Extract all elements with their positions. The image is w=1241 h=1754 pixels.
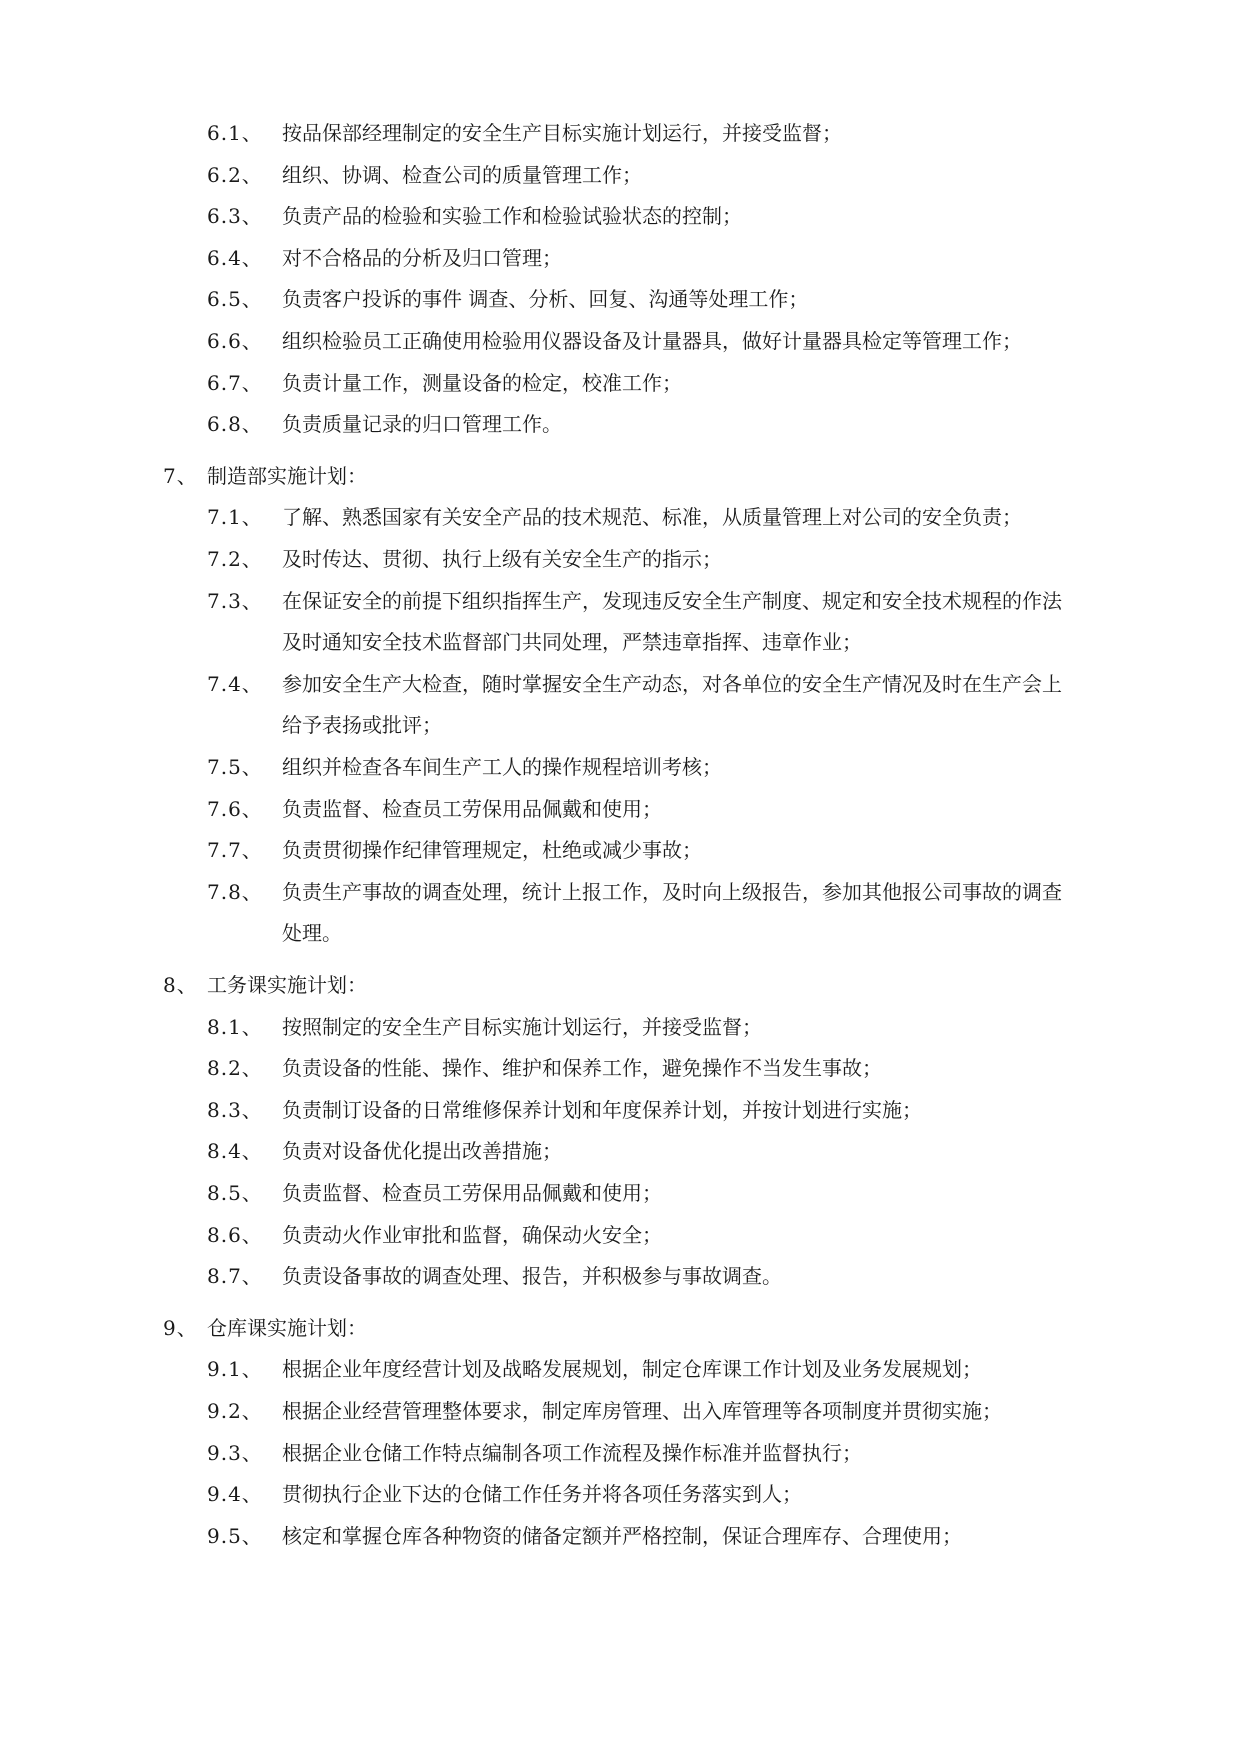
item-text-line: 负责客户投诉的事件 调查、分析、回复、沟通等处理工作；: [282, 287, 809, 312]
section-heading: 工务课实施计划：: [207, 973, 367, 997]
item-text-line: 负责监督、检查员工劳保用品佩戴和使用；: [282, 1181, 662, 1205]
item-text-line: 负责对设备优化提出改善措施；: [282, 1139, 562, 1164]
item-text-line: 组织检验员工正确使用检验用仪器设备及计量器具，做好计量器具检定等管理工作；: [282, 329, 1022, 353]
item-number: 8.4、: [207, 1139, 263, 1164]
item-number: 6.7、: [207, 370, 263, 395]
item-number: 8.2、: [207, 1056, 263, 1081]
item-text-line: 负责设备的性能、操作、维护和保养工作，避免操作不当发生事故；: [282, 1056, 882, 1081]
item-number: 7.3、: [207, 588, 263, 613]
item-number: 8.6、: [207, 1222, 263, 1247]
item-text-line: 按照制定的安全生产目标实施计划运行，并接受监督；: [282, 1014, 762, 1039]
item-number: 8.1、: [207, 1014, 263, 1039]
item-number: 6.4、: [207, 245, 263, 270]
item-text-line: 负责监督、检查员工劳保用品佩戴和使用；: [282, 796, 662, 821]
item-text-line: 负责产品的检验和实验工作和检验试验状态的控制；: [282, 204, 742, 229]
item-number: 6.6、: [207, 329, 263, 353]
item-text-line: 组织、协调、检查公司的质量管理工作；: [282, 162, 642, 187]
section-heading: 制造部实施计划：: [207, 463, 367, 488]
item-number: 8.5、: [207, 1181, 263, 1205]
item-number: 7.8、: [207, 879, 263, 904]
item-number: 7.7、: [207, 838, 263, 863]
item-text-line: 组织并检查各车间生产工人的操作规程培训考核；: [282, 755, 722, 779]
item-text-line: 根据企业经营管理整体要求，制定库房管理、出入库管理等各项制度并贯彻实施；: [282, 1399, 1002, 1423]
item-text-line: 按品保部经理制定的安全生产目标实施计划运行，并接受监督；: [282, 121, 842, 145]
item-text-line: 负责动火作业审批和监督，确保动火安全；: [282, 1222, 662, 1247]
item-number: 9.4、: [207, 1482, 263, 1507]
item-text-line: 及时传达、贯彻、执行上级有关安全生产的指示；: [282, 547, 722, 571]
item-number: 6.3、: [207, 204, 263, 229]
item-text-line: 对不合格品的分析及归口管理；: [282, 245, 562, 270]
item-number: 7.5、: [207, 755, 263, 779]
item-number: 9.3、: [207, 1440, 263, 1465]
item-text-line: 了解、熟悉国家有关安全产品的技术规范、标准，从质量管理上对公司的安全负责；: [282, 505, 1022, 530]
item-number: 7.1、: [207, 505, 263, 530]
section-heading: 仓库课实施计划：: [207, 1315, 367, 1340]
item-text-line: 处理。: [282, 921, 342, 946]
item-number: 7.4、: [207, 671, 263, 696]
item-text-line: 核定和掌握仓库各种物资的储备定额并严格控制，保证合理库存、合理使用；: [282, 1523, 962, 1548]
section-number: 9、: [163, 1315, 198, 1340]
item-number: 7.6、: [207, 796, 263, 821]
item-text-line: 根据企业仓储工作特点编制各项工作流程及操作标准并监督执行；: [282, 1440, 862, 1465]
section-number: 8、: [163, 973, 198, 997]
item-text-line: 贯彻执行企业下达的仓储工作任务并将各项任务落实到人；: [282, 1482, 802, 1507]
item-number: 8.3、: [207, 1097, 263, 1122]
item-text-line: 根据企业年度经营计划及战略发展规划，制定仓库课工作计划及业务发展规划；: [282, 1357, 982, 1382]
item-text-line: 给予表扬或批评；: [282, 713, 442, 738]
item-text-line: 参加安全生产大检查，随时掌握安全生产动态，对各单位的安全生产情况及时在生产会上: [282, 671, 1062, 696]
item-number: 6.2、: [207, 162, 263, 187]
item-text-line: 及时通知安全技术监督部门共同处理，严禁违章指挥、违章作业；: [282, 630, 862, 655]
item-text-line: 负责计量工作，测量设备的检定，校准工作；: [282, 370, 682, 395]
item-text-line: 负责生产事故的调查处理，统计上报工作，及时向上级报告，参加其他报公司事故的调查: [282, 879, 1062, 904]
item-number: 8.7、: [207, 1264, 263, 1289]
item-text-line: 负责质量记录的归口管理工作。: [282, 412, 562, 437]
item-number: 9.1、: [207, 1357, 263, 1382]
item-number: 9.5、: [207, 1523, 263, 1548]
item-text-line: 负责贯彻操作纪律管理规定，杜绝或减少事故；: [282, 838, 702, 863]
item-text-line: 负责制订设备的日常维修保养计划和年度保养计划，并按计划进行实施；: [282, 1097, 922, 1122]
section-number: 7、: [163, 463, 198, 488]
item-text-line: 负责设备事故的调查处理、报告，并积极参与事故调查。: [282, 1264, 782, 1289]
item-text-line: 在保证安全的前提下组织指挥生产，发现违反安全生产制度、规定和安全技术规程的作法: [282, 588, 1062, 613]
item-number: 6.5、: [207, 287, 263, 312]
item-number: 6.8、: [207, 412, 263, 437]
item-number: 7.2、: [207, 547, 263, 571]
item-number: 9.2、: [207, 1399, 263, 1423]
item-number: 6.1、: [207, 121, 263, 145]
